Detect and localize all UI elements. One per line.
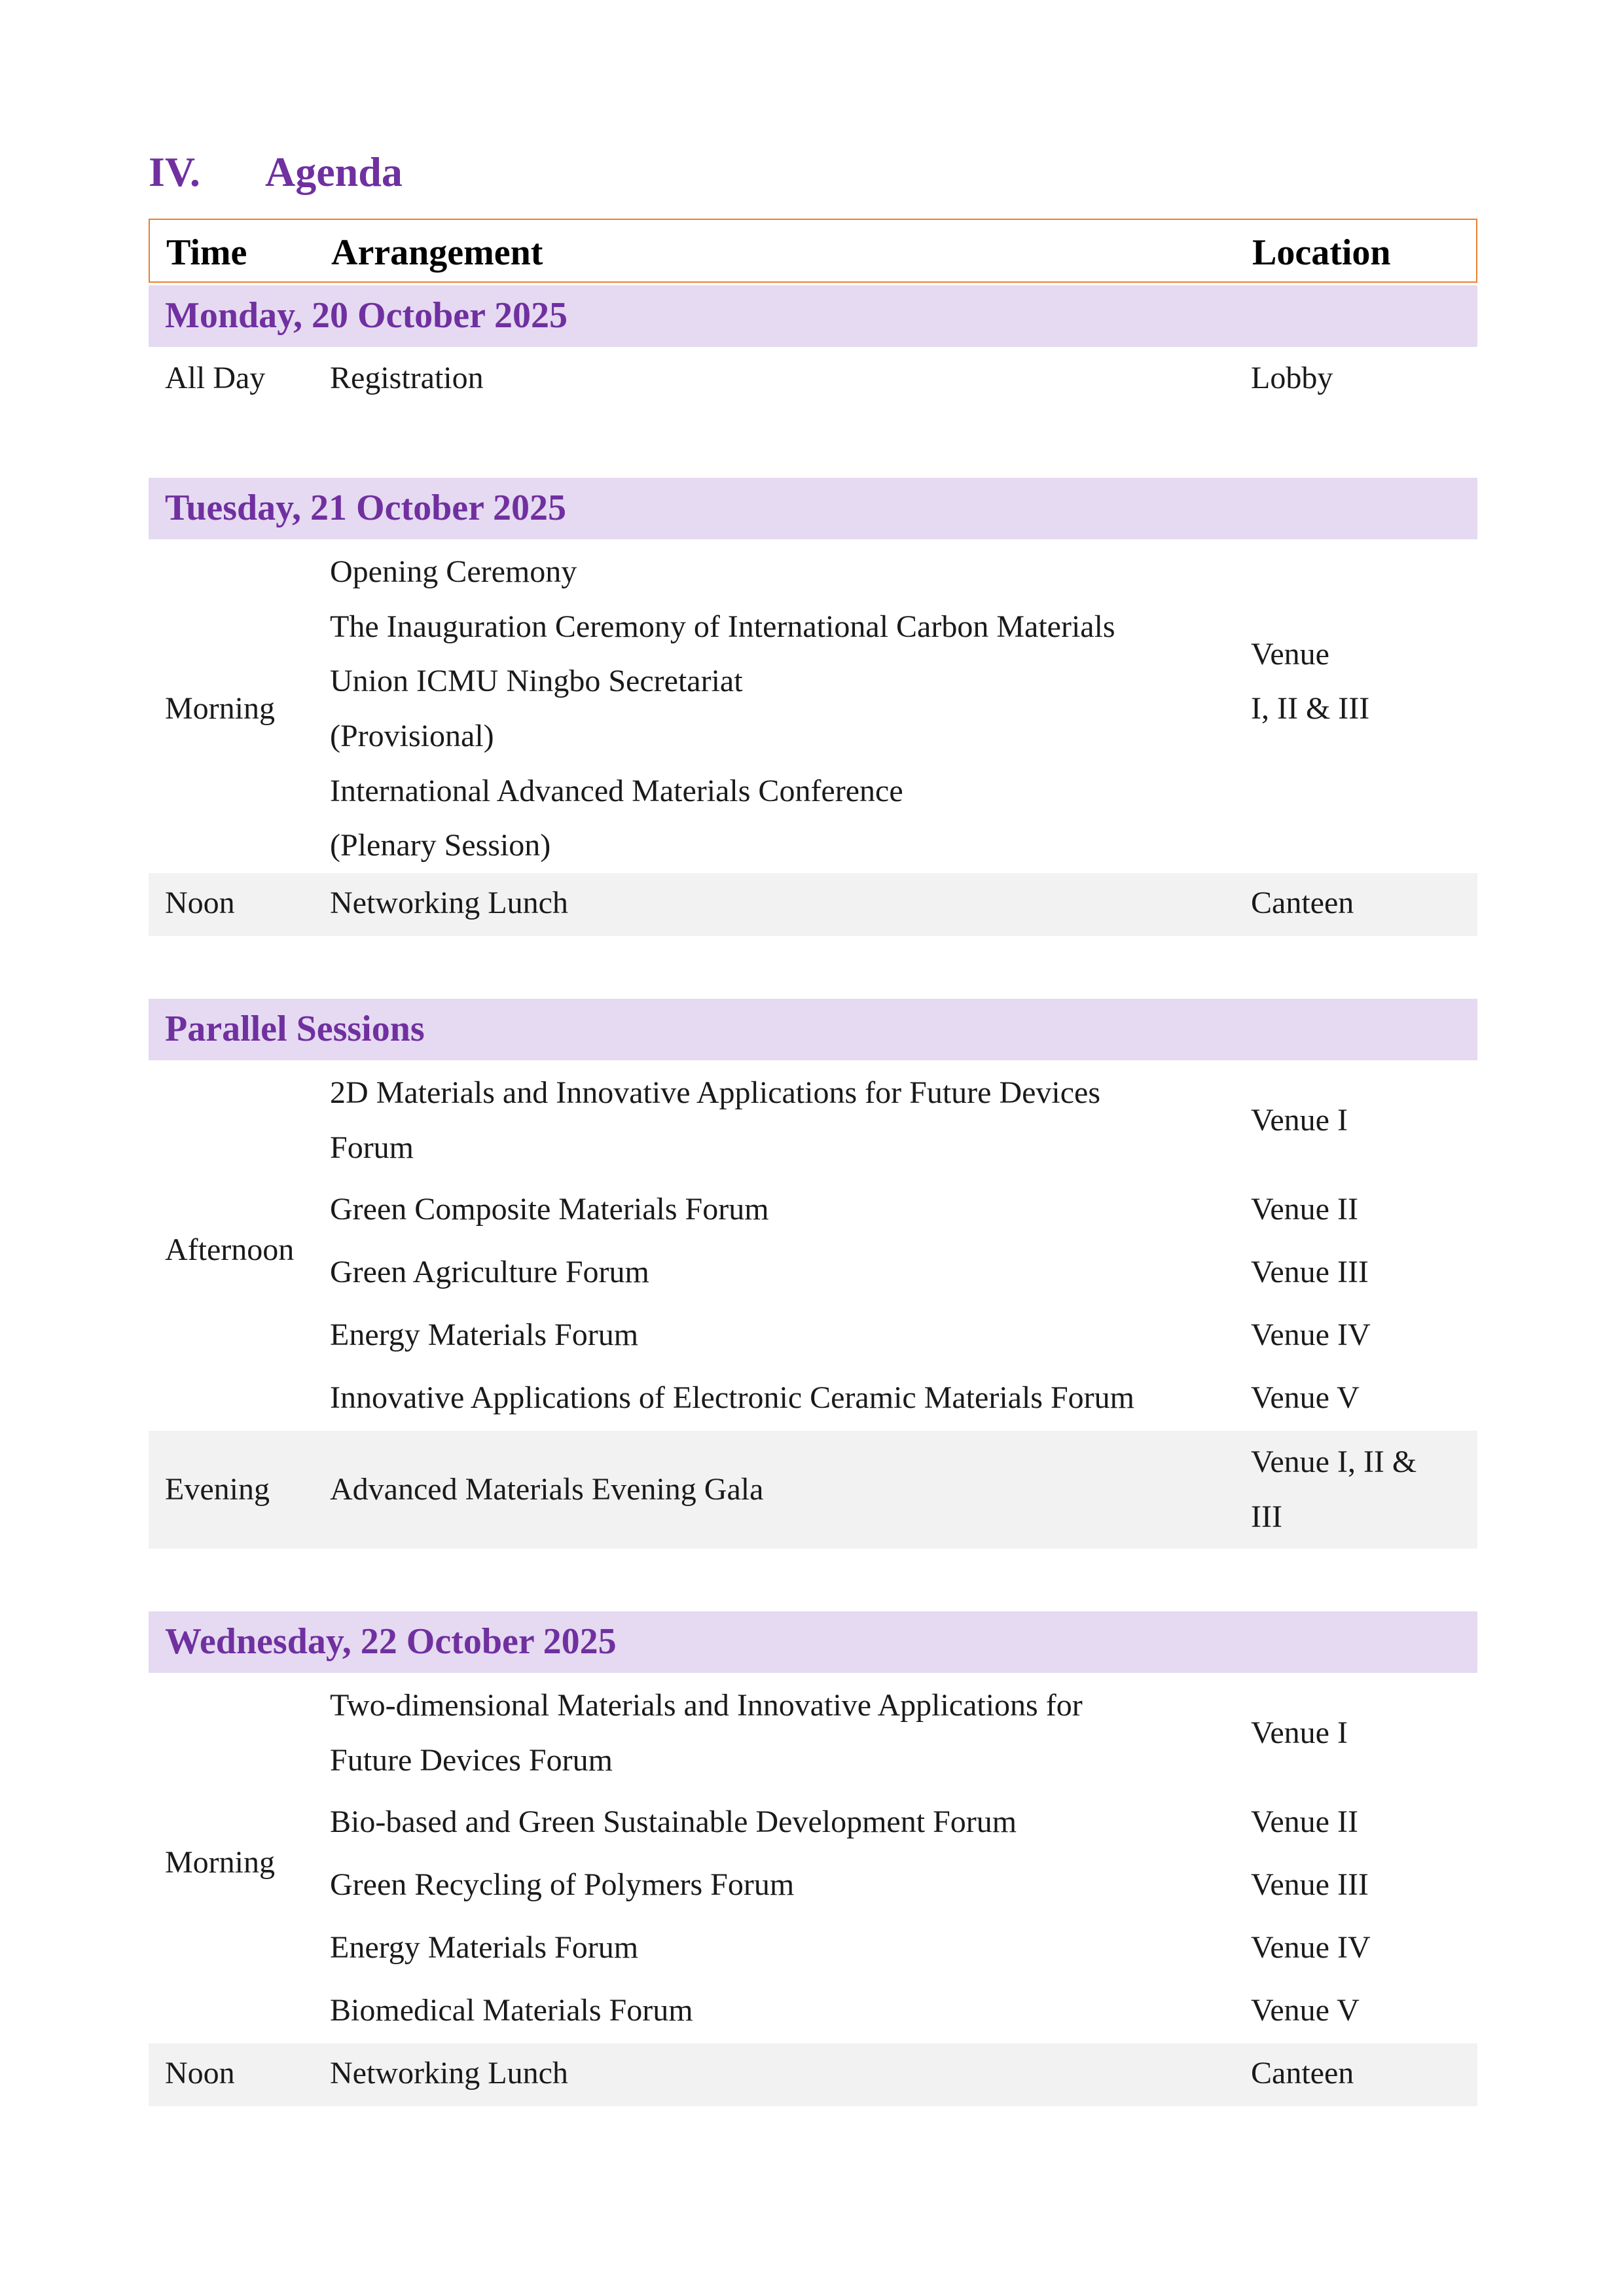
row-arrangement-line: Green Composite Materials Forum [330,1192,769,1227]
row-arrangement-line: (Provisional) [330,719,494,753]
row-arrangement-line: Forum [330,1130,414,1165]
row-arrangement-line: Energy Materials Forum [330,1930,639,1965]
row-location: Venue IV [1251,1318,1371,1352]
row-arrangement-line: (Plenary Session) [330,828,551,863]
spacer [149,415,1477,478]
row-location: Venue III [1251,1255,1369,1289]
row-time: Noon [165,886,235,920]
row-location: Canteen [1251,2056,1354,2090]
section-heading [149,148,403,196]
header-location: Location [1252,232,1391,273]
table-row [149,1060,1477,1431]
row-location-line: Venue [1251,637,1329,672]
row-location: Canteen [1251,886,1354,920]
row-arrangement-line: International Advanced Materials Conference [330,774,903,808]
row-arrangement-line: Biomedical Materials Forum [330,1993,693,2028]
row-location: Venue I [1251,1103,1348,1138]
row-arrangement: Registration [330,361,484,395]
row-arrangement-line: Bio-based and Green Sustainable Development Forum [330,1804,1017,1839]
row-location: Lobby [1251,361,1333,395]
day-title: Wednesday, 22 October 2025 [165,1621,617,1662]
row-arrangement-line: Energy Materials Forum [330,1318,639,1352]
row-arrangement-line: Union ICMU Ningbo Secretariat [330,664,743,698]
row-location-line: I, II & III [1251,691,1370,726]
row-time: Morning [165,691,275,726]
header-arrangement: Arrangement [331,232,543,273]
row-location: Venue I [1251,1715,1348,1750]
row-location: Venue V [1251,1993,1360,2028]
row-arrangement-line: Innovative Applications of Electronic Ceramic Materials Forum [330,1380,1134,1415]
row-location: Venue II [1251,1192,1358,1227]
row-arrangement: Networking Lunch [330,2056,568,2090]
table-header [149,219,1477,283]
row-location: Venue IV [1251,1930,1371,1965]
row-arrangement-line: Future Devices Forum [330,1743,613,1778]
day-header-parallel-sessions [149,999,1477,1060]
spacer [149,1549,1477,1611]
row-time: Noon [165,2056,235,2090]
day-title: Tuesday, 21 October 2025 [165,488,566,528]
table-row [149,1431,1477,1549]
section-number: IV. [149,149,200,195]
day-title: Parallel Sessions [165,1009,425,1049]
row-arrangement-line: Two-dimensional Materials and Innovative Applications for [330,1688,1083,1723]
row-time: Afternoon [165,1232,295,1267]
row-time: All Day [165,361,266,395]
table-row [149,873,1477,936]
spacer [149,936,1477,999]
day-title: Monday, 20 October 2025 [165,295,568,336]
row-arrangement-line: Opening Ceremony [330,554,577,589]
row-arrangement-line: 2D Materials and Innovative Applications for Future Devices [330,1075,1101,1110]
row-location: Venue II [1251,1804,1358,1839]
table-row [149,2043,1477,2106]
day-header-tuesday [149,478,1477,539]
row-time: Evening [165,1472,270,1507]
day-header-wednesday [149,1611,1477,1673]
row-arrangement-line: The Inauguration Ceremony of International Carbon Materials [330,609,1115,644]
section-title: Agenda [265,149,403,195]
row-arrangement: Advanced Materials Evening Gala [330,1472,764,1507]
table-row [149,539,1477,873]
row-time: Morning [165,1845,275,1880]
row-arrangement: Networking Lunch [330,886,568,920]
row-location: Venue V [1251,1380,1360,1415]
table-row [149,347,1477,415]
row-location-line: III [1251,1499,1282,1534]
row-location-line: Venue I, II & [1251,1444,1417,1479]
header-time: Time [166,232,247,273]
agenda-table [149,219,1477,2106]
table-row [149,1673,1477,2043]
day-header-monday [149,285,1477,347]
row-arrangement-line: Green Recycling of Polymers Forum [330,1867,795,1902]
row-arrangement-line: Green Agriculture Forum [330,1255,649,1289]
row-location: Venue III [1251,1867,1369,1902]
